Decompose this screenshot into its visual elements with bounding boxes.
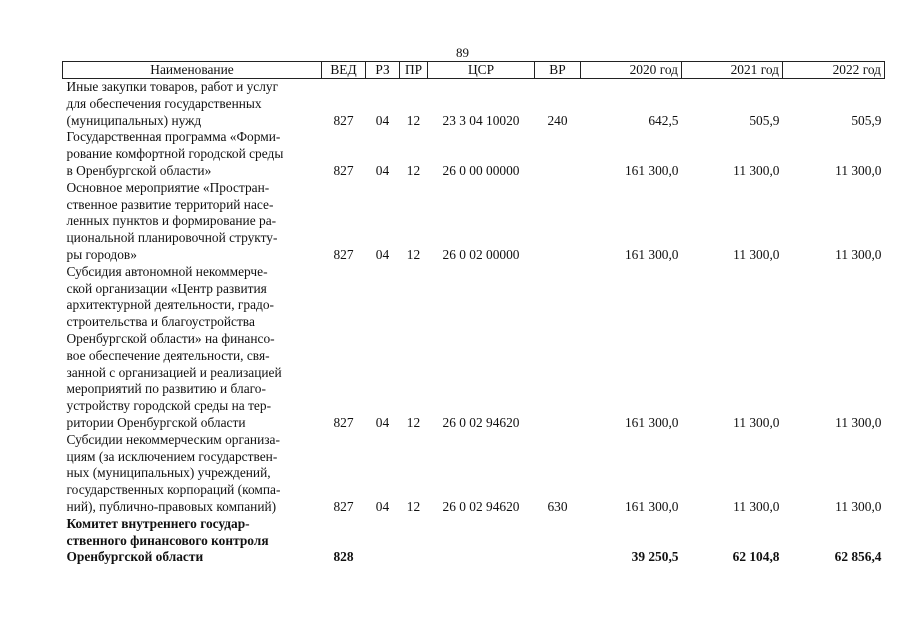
cell-vr xyxy=(535,129,581,179)
cell-ved: 827 xyxy=(333,246,354,262)
cell-name xyxy=(63,180,322,264)
cell-name-line: (муниципальных) нужд xyxy=(66,112,202,128)
cell-csr: 26 0 02 94620 xyxy=(442,498,520,514)
cell-name-line: Государственная программа «Форми- xyxy=(66,129,281,145)
header-row xyxy=(63,62,885,79)
cell-name-line: Иные закупки товаров, работ и услуг xyxy=(66,79,279,94)
cell-vr: 630 xyxy=(547,498,568,514)
cell-2022: 11 300,0 xyxy=(835,162,882,178)
cell-vr: 240 xyxy=(547,112,568,128)
cell-name-line: циональной планировочной структу- xyxy=(66,230,278,246)
cell-csr: 23 3 04 10020 xyxy=(442,112,520,128)
cell-2021: 505,9 xyxy=(749,112,780,128)
cell-2021: 11 300,0 xyxy=(733,498,780,514)
cell-2020: 161 300,0 xyxy=(624,498,679,514)
cell-name xyxy=(63,432,322,516)
cell-name-line: Субсидия автономной некоммерче- xyxy=(66,263,268,279)
cell-2022: 11 300,0 xyxy=(835,414,882,430)
cell-ved: 827 xyxy=(333,498,354,514)
header-csr: ЦСР xyxy=(428,62,535,79)
cell-pr: 12 xyxy=(406,414,421,430)
header-pr: ПР xyxy=(400,62,428,79)
cell-name-line: ний), публично-правовых компаний) xyxy=(66,498,277,514)
table-body xyxy=(63,79,885,567)
header-vr: ВР xyxy=(535,62,581,79)
cell-name xyxy=(63,129,322,179)
cell-name xyxy=(63,264,322,432)
cell-name-line: Комитет внутреннего государ- xyxy=(66,515,250,531)
cell-name-line: циям (за исключением государствен- xyxy=(66,448,278,464)
cell-name-line: ственного финансового контроля xyxy=(66,532,269,548)
cell-name-line: государственных корпораций (компа- xyxy=(66,482,281,498)
cell-vr xyxy=(535,516,581,566)
cell-2020: 161 300,0 xyxy=(624,162,679,178)
cell-2020: 642,5 xyxy=(648,112,679,128)
cell-2020: 161 300,0 xyxy=(624,414,679,430)
cell-csr xyxy=(428,516,535,566)
cell-csr: 26 0 02 00000 xyxy=(442,246,520,262)
cell-rz: 04 xyxy=(375,246,390,262)
cell-pr: 12 xyxy=(406,112,421,128)
cell-name-line: занной с организацией и реализацией xyxy=(66,364,282,380)
cell-2021: 11 300,0 xyxy=(733,162,780,178)
cell-name-line: для обеспечения государственных xyxy=(66,95,262,111)
budget-table xyxy=(62,61,885,566)
header-rz: РЗ xyxy=(366,62,400,79)
cell-name xyxy=(63,79,322,130)
cell-name-line: ных (муниципальных) учреждений, xyxy=(66,465,271,481)
cell-name-line: Оренбургской области» на финансо- xyxy=(66,330,275,346)
cell-name-line: архитектурной деятельности, градо- xyxy=(66,297,275,313)
cell-ved: 828 xyxy=(333,549,354,565)
cell-name-line: рование комфортной городской среды xyxy=(66,146,284,162)
cell-pr xyxy=(400,516,428,566)
cell-ved: 827 xyxy=(333,112,354,128)
cell-name-line: ритории Оренбургской области xyxy=(66,414,246,430)
table-row xyxy=(63,79,885,130)
cell-name-line: Оренбургской области xyxy=(66,549,204,565)
cell-rz xyxy=(366,516,400,566)
cell-name-line: ленных пунктов и формирование ра- xyxy=(66,213,277,229)
page-number: 89 xyxy=(456,45,469,60)
cell-name-line: ской организации «Центр развития xyxy=(66,280,267,296)
cell-vr xyxy=(535,180,581,264)
cell-2022: 11 300,0 xyxy=(835,246,882,262)
cell-csr: 26 0 02 94620 xyxy=(442,414,520,430)
header-2022: 2022 год xyxy=(783,62,885,79)
cell-rz: 04 xyxy=(375,112,390,128)
cell-2022: 11 300,0 xyxy=(835,498,882,514)
cell-ved: 827 xyxy=(333,414,354,430)
cell-name-line: Основное мероприятие «Простран- xyxy=(66,179,270,195)
header-2021: 2021 год xyxy=(682,62,783,79)
cell-2022: 62 856,4 xyxy=(834,549,882,565)
table-row xyxy=(63,432,885,516)
cell-pr: 12 xyxy=(406,162,421,178)
cell-2021: 11 300,0 xyxy=(733,414,780,430)
cell-name-line: устройству городской среды на тер- xyxy=(66,398,272,414)
cell-rz: 04 xyxy=(375,414,390,430)
cell-2021: 11 300,0 xyxy=(733,246,780,262)
cell-name-line: Субсидии некоммерческим организа- xyxy=(66,431,280,447)
cell-rz: 04 xyxy=(375,162,390,178)
cell-name xyxy=(63,516,322,566)
cell-2021: 62 104,8 xyxy=(732,549,780,565)
cell-name-line: ственное развитие территорий насе- xyxy=(66,196,274,212)
cell-name-line: ры городов» xyxy=(66,246,137,262)
header-2020: 2020 год xyxy=(581,62,682,79)
cell-2020: 39 250,5 xyxy=(631,549,679,565)
table-row xyxy=(63,264,885,432)
table-row xyxy=(63,180,885,264)
table-header xyxy=(63,62,885,79)
header-name: Наименование xyxy=(63,62,322,79)
cell-name-line: вое обеспечение деятельности, свя- xyxy=(66,347,270,363)
cell-pr: 12 xyxy=(406,498,421,514)
cell-name-line: мероприятий по развитию и благо- xyxy=(66,381,266,397)
cell-2020: 161 300,0 xyxy=(624,246,679,262)
header-ved: ВЕД xyxy=(322,62,366,79)
cell-2022: 505,9 xyxy=(851,112,882,128)
table-row xyxy=(63,129,885,179)
cell-csr: 26 0 00 00000 xyxy=(442,162,520,178)
cell-pr: 12 xyxy=(406,246,421,262)
cell-name-line: в Оренбургской области» xyxy=(66,162,212,178)
cell-vr xyxy=(535,264,581,432)
cell-rz: 04 xyxy=(375,498,390,514)
table-row xyxy=(63,516,885,566)
cell-name-line: строительства и благоустройства xyxy=(66,314,255,330)
cell-ved: 827 xyxy=(333,162,354,178)
